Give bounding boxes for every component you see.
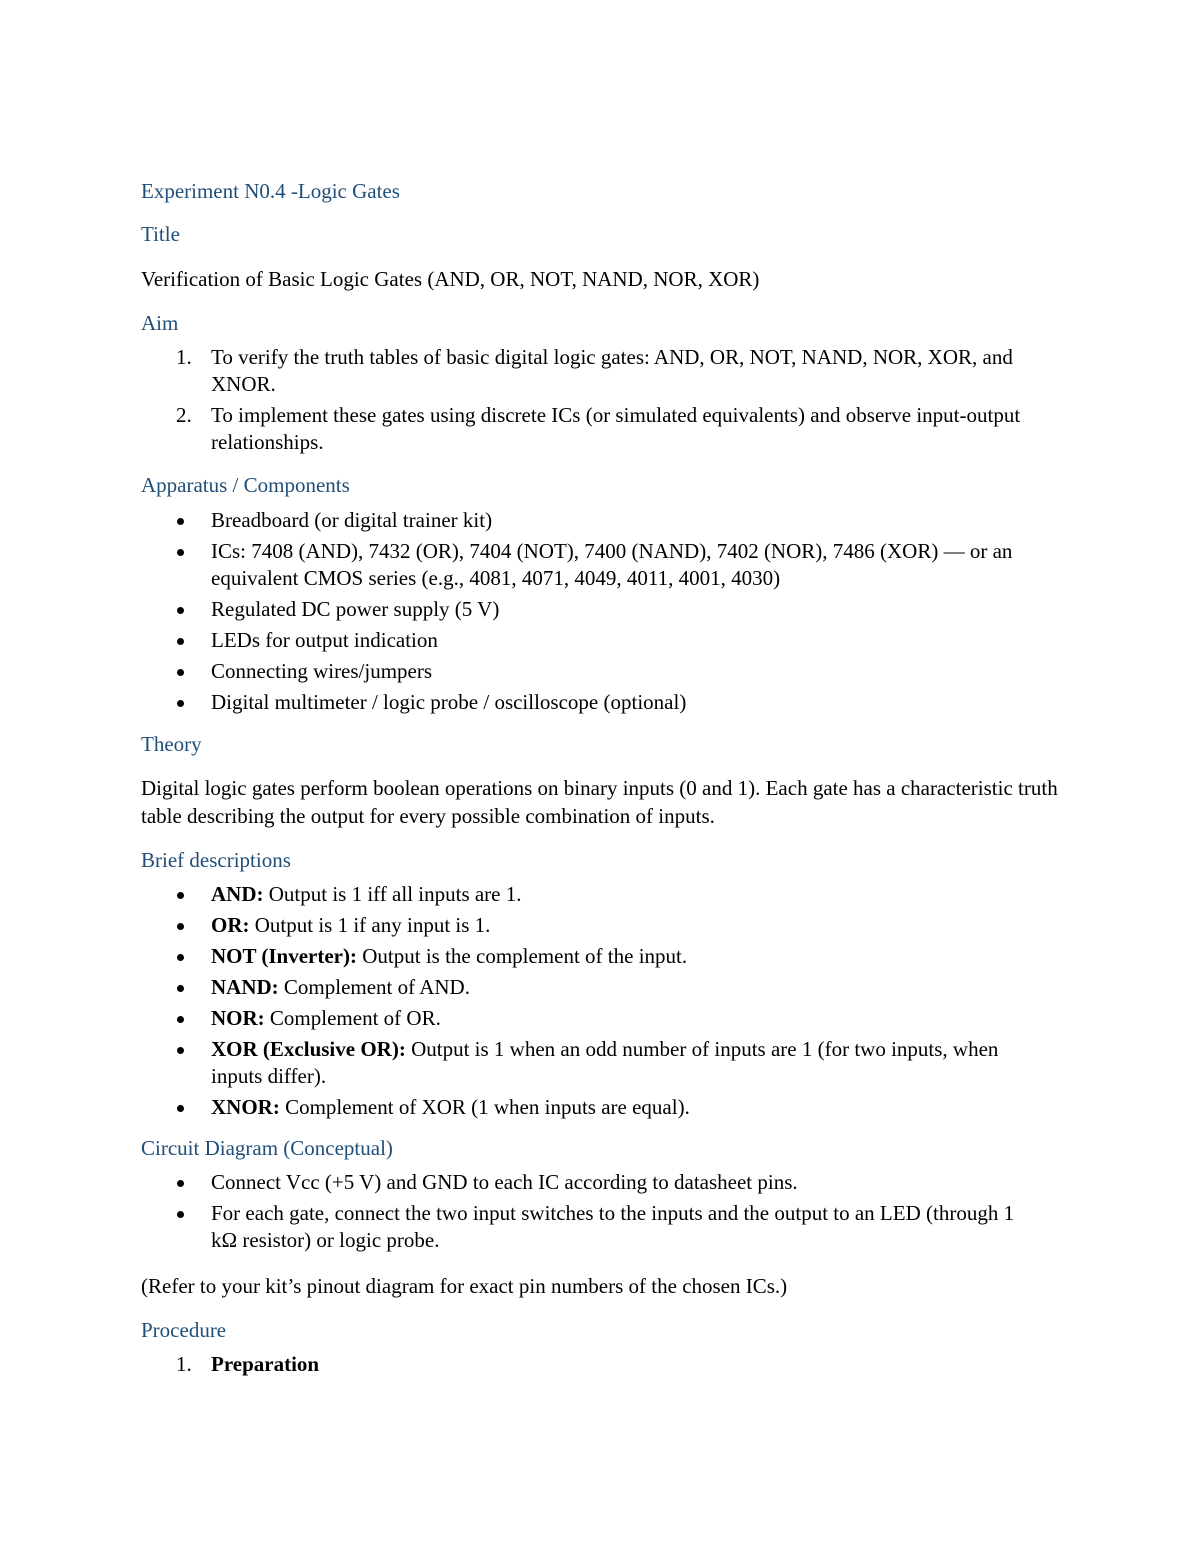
bullet-icon (177, 1211, 184, 1218)
brief-item-term: OR: (211, 913, 250, 937)
bullet-icon (177, 985, 184, 992)
brief-item (141, 1036, 1041, 1090)
apparatus-item (141, 538, 1041, 592)
aim-item (141, 344, 1041, 398)
procedure-item-text: Preparation (211, 1352, 320, 1376)
brief-item-text: Complement of OR. (264, 1006, 441, 1030)
bullet-icon (177, 1180, 184, 1187)
apparatus-list (141, 507, 1041, 716)
bullet-icon (177, 892, 184, 899)
aim-list (141, 344, 1041, 456)
brief-item-text: Complement of XOR (1 when inputs are equal). (279, 1095, 690, 1119)
procedure-item (141, 1351, 1041, 1378)
apparatus-heading: Apparatus / Components (141, 473, 350, 497)
circuit-heading: Circuit Diagram (Conceptual) (141, 1136, 393, 1160)
aim-heading: Aim (141, 311, 179, 335)
brief-item-term: NOT (Inverter): (211, 944, 357, 968)
brief-item (141, 1005, 1041, 1032)
brief-item-text: Output is 1 when an odd number of inputs are 1 (for two inputs, when inputs differ). (211, 1037, 999, 1088)
title-text: Verification of Basic Logic Gates (AND, OR, NOT, NAND, NOR, XOR) (141, 267, 760, 291)
brief-item (141, 912, 1041, 939)
bullet-icon (177, 700, 184, 707)
bullet-icon (177, 669, 184, 676)
aim-item-text: To verify the truth tables of basic digital logic gates: AND, OR, NOT, NAND, NOR, XOR, and XNOR. (211, 345, 1013, 396)
apparatus-item (141, 689, 1041, 716)
theory-text: Digital logic gates perform boolean operations on binary inputs (0 and 1). Each gate has a characteristic truth table describing the output for every possible combination of inputs. (141, 776, 1058, 828)
bullet-icon (177, 923, 184, 930)
apparatus-item-text: Connecting wires/jumpers (211, 659, 433, 683)
apparatus-item-text: Breadboard (or digital trainer kit) (211, 508, 493, 532)
apparatus-item (141, 507, 1041, 534)
brief-item-text: Output is 1 iff all inputs are 1. (263, 882, 522, 906)
brief-item (141, 881, 1041, 908)
document-title: Experiment N0.4 -Logic Gates (141, 179, 400, 203)
brief-item-term: XNOR: (211, 1095, 280, 1119)
brief-item-term: XOR (Exclusive OR): (211, 1037, 406, 1061)
aim-item-text: To implement these gates using discrete ICs (or simulated equivalents) and observe input-output relationships. (211, 403, 1021, 454)
apparatus-item-text: LEDs for output indication (211, 628, 438, 652)
circuit-item-text: For each gate, connect the two input switches to the inputs and the output to an LED (through 1 kΩ resistor) or logic probe. (211, 1201, 1015, 1252)
brief-heading: Brief descriptions (141, 848, 291, 872)
procedure-item-number: 1. (176, 1352, 192, 1376)
brief-item-text: Output is the complement of the input. (357, 944, 688, 968)
bullet-icon (177, 607, 184, 614)
circuit-item-text: Connect Vcc (+5 V) and GND to each IC according to datasheet pins. (211, 1170, 798, 1194)
brief-item-term: NAND: (211, 975, 279, 999)
brief-list (141, 881, 1041, 1121)
circuit-item (141, 1200, 1041, 1254)
brief-item-term: AND: (211, 882, 264, 906)
apparatus-item (141, 627, 1041, 654)
aim-item (141, 402, 1041, 456)
bullet-icon (177, 518, 184, 525)
bullet-icon (177, 954, 184, 961)
title-heading: Title (141, 222, 180, 246)
apparatus-item-text: Digital multimeter / logic probe / oscilloscope (optional) (211, 690, 687, 714)
circuit-item (141, 1169, 1041, 1196)
apparatus-item (141, 658, 1041, 685)
bullet-icon (177, 549, 184, 556)
bullet-icon (177, 1105, 184, 1112)
theory-heading: Theory (141, 732, 202, 756)
bullet-icon (177, 1016, 184, 1023)
brief-item (141, 1094, 1041, 1121)
procedure-list (141, 1351, 1041, 1378)
brief-item (141, 974, 1041, 1001)
bullet-icon (177, 1047, 184, 1054)
circuit-list (141, 1169, 1041, 1254)
brief-item-text: Complement of AND. (278, 975, 470, 999)
brief-item-text: Output is 1 if any input is 1. (249, 913, 491, 937)
brief-item-term: NOR: (211, 1006, 265, 1030)
circuit-note: (Refer to your kit’s pinout diagram for exact pin numbers of the chosen ICs.) (141, 1274, 788, 1298)
bullet-icon (177, 638, 184, 645)
aim-item-number: 1. (176, 345, 192, 369)
aim-item-number: 2. (176, 403, 192, 427)
apparatus-item (141, 596, 1041, 623)
procedure-heading: Procedure (141, 1318, 227, 1342)
apparatus-item-text: ICs: 7408 (AND), 7432 (OR), 7404 (NOT), 7400 (NAND), 7402 (NOR), 7486 (XOR) — or an equivalent CMOS series (e.g., 4081, 4071, 4049, 4011, 4001, 4030) (211, 539, 1013, 590)
brief-item (141, 943, 1041, 970)
apparatus-item-text: Regulated DC power supply (5 V) (211, 597, 500, 621)
